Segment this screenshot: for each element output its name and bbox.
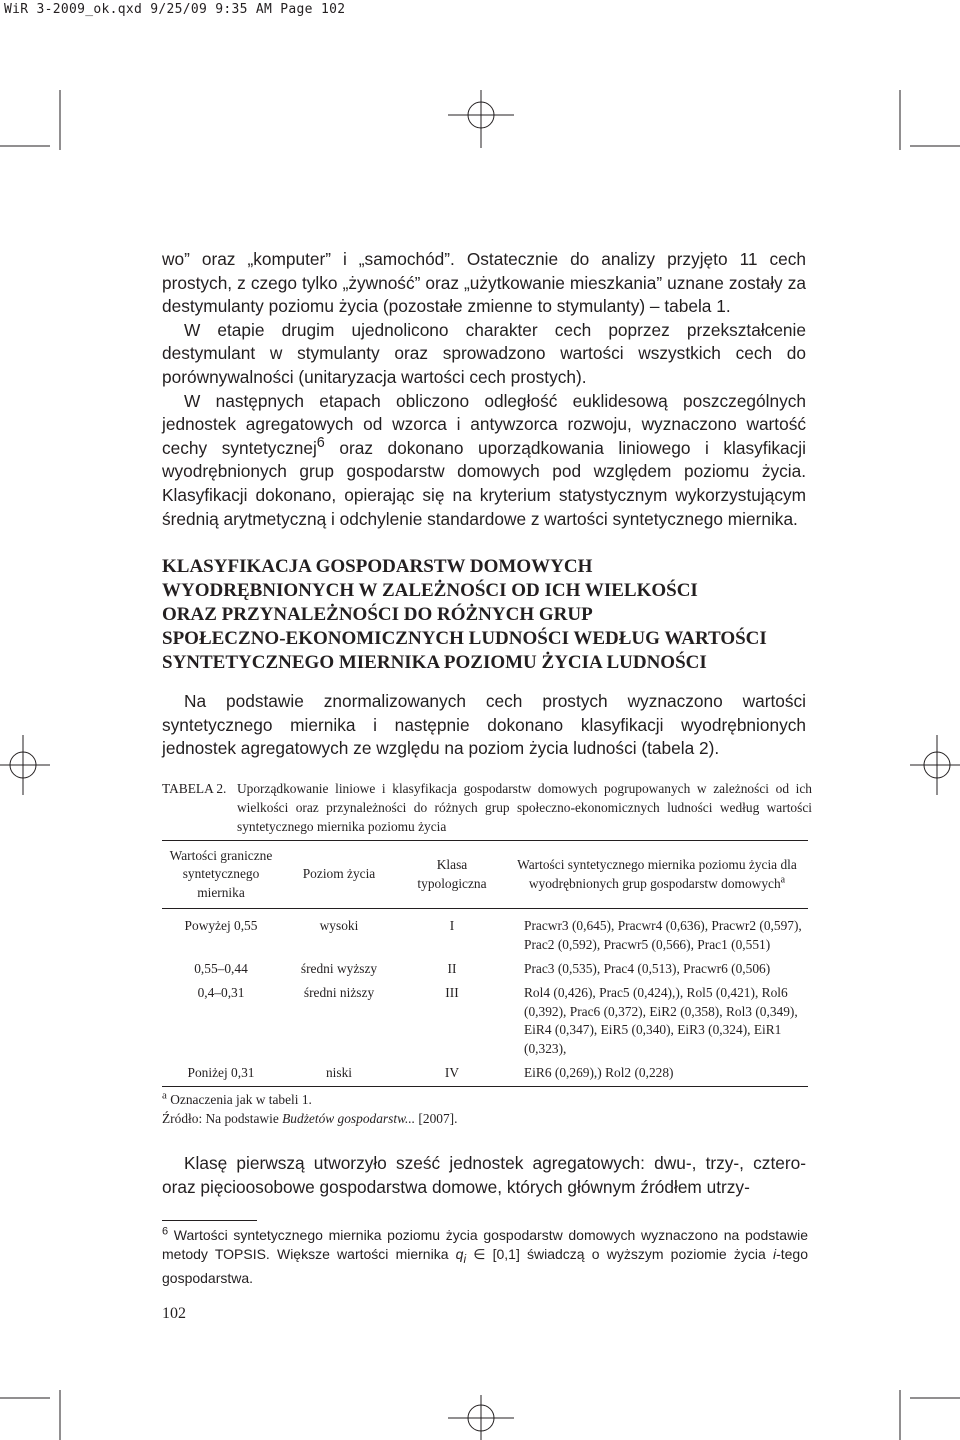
- classification-table: [162, 840, 808, 1087]
- body-section-1: [162, 248, 806, 531]
- paragraph-class-one: Klasę pierwszą utworzyło sześć jednostek agregatowych: dwu-, trzy-, cztero- oraz pięcioosobowe gospodarstwa domowe, których głównym źródłem utrzy-: [162, 1153, 806, 1197]
- header-note-marker: a: [780, 874, 786, 886]
- table-note-marker: a: [162, 1089, 167, 1102]
- table: [162, 840, 808, 1087]
- table-row: [162, 957, 808, 981]
- table-caption: [162, 779, 812, 836]
- paragraph-continuation: wo” oraz „komputer” i „samochód”. Ostatecznie do analizy przyjęto 11 cech prostych, z czego tylko „żywność” oraz „użytkowanie mieszkania” uznane zostały za destymulanty poziomu życia (pozostałe zmienne to stymulanty) – tabela 1.: [162, 249, 806, 317]
- cell-values: Rol4 (0,426), Prac5 (0,424),), Rol5 (0,421), Rol6 (0,392), Prac6 (0,372), EiR2 (0,358), Rol3 (0,349), EiR4 (0,347), EiR5 (0,340), EiR3 (0,324), EiR1 (0,323),: [524, 985, 798, 1056]
- cell-values: Prac3 (0,535), Prac4 (0,513), Pracwr6 (0,506): [524, 961, 771, 977]
- registration-mark-top: [448, 90, 514, 148]
- table-source-suffix: [2007].: [415, 1111, 458, 1126]
- cell-level: wysoki: [319, 918, 359, 934]
- table-note: [162, 1090, 457, 1109]
- footnote-divider: [162, 1220, 257, 1221]
- table-row: [162, 981, 808, 1061]
- heading-line: KLASYFIKACJA GOSPODARSTW DOMOWYCH: [162, 556, 593, 577]
- header-synthetic-values-text: Wartości syntetycznego miernika poziomu życia dla wyodrębnionych grup gospodarstw domowych: [517, 857, 797, 891]
- paragraph-next-stages: [162, 390, 806, 532]
- footnote-var-q: q: [455, 1246, 464, 1262]
- cell-level: średni niższy: [303, 985, 375, 1001]
- section-heading: [162, 555, 842, 675]
- table-source: [162, 1109, 457, 1128]
- cell-values: EiR6 (0,269),) Rol2 (0,228): [506, 1061, 808, 1087]
- cell-class: II: [447, 961, 457, 977]
- paragraph-normalized-features: Na podstawie znormalizowanych cech prostych wyznaczono wartości syntetycznego miernika i następnie dokonano klasyfikacji wyodrębnionych jednostek agregatowych ze względu na poziom życia ludności (tabela 2).: [162, 691, 806, 759]
- table-source-prefix: Źródło: Na podstawie: [162, 1111, 283, 1126]
- paragraph-next-stages-text-a: W następnych etapach obliczono odległość euklidesową poszczególnych jednostek agregatowych od wzorca i antywzorca rozwoju, wyznaczono wartość cechy syntetycznej: [162, 390, 806, 458]
- paragraph-next-stages-text-b: oraz dokonano uporządkowania liniowego i klasyfikacji wyodrębnionych grup gospodarstw domowych pod względem poziomu życia. Klasyfikacji dokonano, opierając się na kryterium statystycznym wykorzystującym średnią arytmetyczną i odchylenie standardowe z wartości syntetycznego miernika.: [162, 437, 806, 529]
- footnote: [162, 1226, 808, 1288]
- heading-line: SYNTETYCZNEGO MIERNIKA POZIOMU ŻYCIA LUDNOŚCI: [162, 652, 707, 673]
- footnote-var-i: i: [463, 1252, 467, 1266]
- page-number: 102: [162, 1305, 186, 1322]
- header-living-level: Poziom życia: [280, 841, 398, 909]
- paragraph-stage-two: W etapie drugim ujednolicono charakter cech poprzez przekształcenie destymulant w stymulanty oraz sprowadzono wartości wszystkich cech do porównywalności (unitaryzacja wartości cech prostych).: [162, 319, 806, 387]
- cell-level: średni wyższy: [300, 961, 378, 977]
- registration-mark-right: [910, 735, 960, 795]
- heading-line: ORAZ PRZYNALEŻNOŚCI DO RÓŻNYCH GRUP: [162, 604, 593, 625]
- footnote-reference[interactable]: 6: [316, 434, 325, 451]
- header-synthetic-values: [506, 841, 808, 909]
- cell-class: III: [445, 985, 459, 1001]
- heading-line: SPOŁECZNO-EKONOMICZNYCH LUDNOŚCI WEDŁUG WARTOŚCI: [162, 628, 767, 649]
- cell-bound: 0,4–0,31: [197, 985, 245, 1001]
- footnote-number: 6: [162, 1225, 169, 1238]
- table-caption-text: Uporządkowanie liniowe i klasyfikacja gospodarstw domowych pogrupowanych w zależności od ich wielkości oraz przynależności do różnych grup społeczno-ekonomicznych ludności według wartości syntetycznego miernika poziomu życia: [237, 781, 812, 834]
- table-header-row: [162, 841, 808, 909]
- footnote-text-a: Wartości syntetycznego miernika poziomu życia gospodarstw domowych wyznaczono na podstawie metody TOPSIS. Większe wartości miernika: [162, 1227, 808, 1262]
- cell-class: I: [449, 918, 455, 934]
- footnote-italic-i: i: [772, 1246, 777, 1262]
- table-row: [162, 909, 808, 957]
- cell-level: niski: [280, 1061, 398, 1087]
- print-slug: WiR 3-2009_ok.qxd 9/25/09 9:35 AM Page 102: [4, 2, 346, 17]
- table-row: [162, 1061, 808, 1087]
- cell-values: Pracwr3 (0,645), Pracwr4 (0,636), Pracwr2 (0,597), Prac2 (0,592), Pracwr5 (0,566), Prac1 (0,551): [524, 918, 802, 952]
- registration-mark-left: [0, 735, 50, 795]
- footnote-text-b: ∈ [0,1] świadczą o wyższym poziomie życia: [466, 1246, 773, 1262]
- cell-bound: 0,55–0,44: [194, 961, 248, 977]
- cell-bound: Powyżej 0,55: [184, 918, 258, 934]
- header-typological-class: Klasa typologiczna: [398, 841, 506, 909]
- table-note-text: Oznaczenia jak w tabeli 1.: [166, 1092, 312, 1107]
- header-boundary-values: Wartości graniczne syntetycznego miernika: [162, 841, 280, 909]
- footnote-text-c: -tego gospodarstwa.: [162, 1246, 808, 1286]
- registration-mark-bottom: [448, 1395, 514, 1440]
- cell-class: IV: [398, 1061, 506, 1087]
- table-label: TABELA 2.: [162, 781, 227, 796]
- table-source-title: Budżetów gospodarstw...: [282, 1111, 416, 1126]
- table-notes: [162, 1090, 457, 1128]
- heading-line: WYODRĘBNIONYCH W ZALEŻNOŚCI OD ICH WIELKOŚCI: [162, 580, 698, 601]
- cell-bound: Poniżej 0,31: [162, 1061, 280, 1087]
